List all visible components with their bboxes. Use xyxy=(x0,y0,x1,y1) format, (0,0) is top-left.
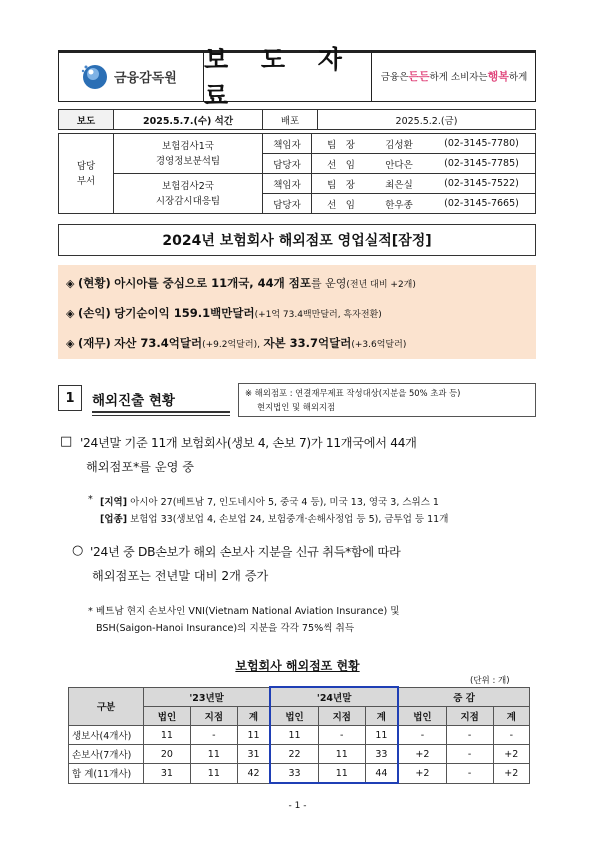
table-cell: 11 xyxy=(190,745,237,764)
table-cell: +2 xyxy=(398,745,446,764)
sub-header: 지점 xyxy=(446,707,493,726)
org-name: 금융감독원 xyxy=(114,71,177,86)
table-cell: 44 xyxy=(365,764,398,784)
phone-cell: (02-3145-7522) xyxy=(428,174,536,194)
summary-bold: 자본 33.7억달러 xyxy=(263,336,352,350)
role-cell: 책임자 xyxy=(263,134,312,154)
bullet-icon: ◈ xyxy=(66,277,75,290)
para1-line2: 해외점포*를 운영 중 xyxy=(86,460,195,474)
summary-line-1 xyxy=(66,275,416,291)
contact-table xyxy=(58,133,536,214)
row-label: 생보사(4개사) xyxy=(69,726,144,745)
table-cell: 11 xyxy=(144,726,191,745)
bullet-icon: ◈ xyxy=(66,307,75,320)
summary-note: (전년 대비 +2개) xyxy=(346,280,416,290)
table-cell: 11 xyxy=(318,745,365,764)
role-cell: 담당자 xyxy=(263,194,312,214)
logo-cell xyxy=(58,50,204,102)
person-cell: 안다은 xyxy=(370,154,428,174)
release-info-table xyxy=(58,109,536,130)
sub-header: 법인 xyxy=(398,707,446,726)
role-cell: 책임자 xyxy=(263,174,312,194)
table-cell: 33 xyxy=(270,764,318,784)
summary-tag: (재무) xyxy=(77,336,111,350)
footnote2-line1: * 베트남 현지 손보사인 VNI(Vietnam National Aviation Insurance) 및 xyxy=(88,606,400,617)
baepo-label: 배포 xyxy=(263,110,318,130)
slogan-word2: 행복 xyxy=(487,70,509,83)
summary-normal: 를 운영 xyxy=(311,277,347,290)
section-number: 1 xyxy=(58,385,82,411)
bullet-icon: ◈ xyxy=(66,337,75,350)
para2-line2: 해외점포는 전년말 대비 2개 증가 xyxy=(92,569,269,583)
section-note-line2: 현지법인 및 해외지점 xyxy=(257,402,336,412)
phone-cell: (02-3145-7785) xyxy=(428,154,536,174)
table-cell: - xyxy=(190,726,237,745)
col-header-change: 증 감 xyxy=(398,687,529,707)
table-cell: 11 xyxy=(237,726,270,745)
table-cell: - xyxy=(398,726,446,745)
role-cell: 담당자 xyxy=(263,154,312,174)
table-cell: +2 xyxy=(398,764,446,784)
summary-note: (+9.2억달러), xyxy=(202,340,260,350)
table-cell: - xyxy=(446,726,493,745)
phone-cell: (02-3145-7665) xyxy=(428,194,536,214)
position-cell: 팀 장 xyxy=(312,174,371,194)
position-cell: 팀 장 xyxy=(312,134,371,154)
row-label: 합 계(11개사) xyxy=(69,764,144,784)
table-row xyxy=(69,726,530,745)
footnote2-line2: BSH(Saigon-Hanoi Insurance)의 지분을 각각 75%씩 취득 xyxy=(96,623,355,634)
sub-header: 계 xyxy=(237,707,270,726)
para2-line1: '24년 중 DB손보가 해외 손보사 지분을 신규 취득*함에 따라 xyxy=(90,545,401,559)
table-row xyxy=(69,745,530,764)
baepo-value: 2025.5.2.(금) xyxy=(318,110,536,130)
summary-bold: 아시아를 중심으로 11개국, 44개 점포 xyxy=(114,276,312,290)
slogan-word1: 든든 xyxy=(408,70,430,83)
sub-header: 지점 xyxy=(318,707,365,726)
bodo-value: 2025.5.7.(수) 석간 xyxy=(114,110,263,130)
section-note-box xyxy=(238,383,536,417)
footnote1-industry xyxy=(100,511,448,525)
table-cell: 11 xyxy=(318,764,365,784)
person-cell: 한우종 xyxy=(370,194,428,214)
page-number: - 1 - xyxy=(288,801,307,811)
col-header-23: '23년말 xyxy=(144,687,271,707)
phone-cell: (02-3145-7780) xyxy=(428,134,536,154)
table-cell: - xyxy=(446,745,493,764)
fss-logo-icon xyxy=(80,62,110,92)
table-cell: - xyxy=(493,726,529,745)
page-title: 보 도 자 료 xyxy=(204,50,372,102)
position-cell: 선 임 xyxy=(312,154,371,174)
para1-marker: □ xyxy=(60,434,73,449)
industry-text: 보험업 33(생보업 4, 손보업 24, 보험중개·손해사정업 등 5), 금투업 등 11개 xyxy=(130,514,449,525)
summary-bold: 자산 73.4억달러 xyxy=(114,336,203,350)
table-title: 보험회사 해외점포 현황 xyxy=(235,659,360,673)
summary-bold: 당기순이익 159.1백만달러 xyxy=(114,306,255,320)
table-cell: 33 xyxy=(365,745,398,764)
table-unit: (단위 : 개) xyxy=(470,676,510,686)
summary-line-3 xyxy=(66,335,406,351)
region-text: 아시아 27(베트남 7, 인도네시아 5, 중국 4 등), 미국 13, 영국 3, 스위스 1 xyxy=(130,497,439,508)
table-cell: 22 xyxy=(270,745,318,764)
table-row xyxy=(69,764,530,784)
table-cell: 11 xyxy=(190,764,237,784)
sub-header: 계 xyxy=(365,707,398,726)
bodo-label: 보도 xyxy=(59,110,114,130)
sub-header: 지점 xyxy=(190,707,237,726)
summary-note: (+3.6억달러) xyxy=(351,340,407,350)
summary-line-2 xyxy=(66,305,382,321)
industry-label: [업종] xyxy=(100,514,128,525)
table-cell: 31 xyxy=(237,745,270,764)
table-cell: 42 xyxy=(237,764,270,784)
sub-header: 법인 xyxy=(144,707,191,726)
slogan xyxy=(372,50,536,102)
footnote1-region xyxy=(100,494,439,508)
table-cell: 31 xyxy=(144,764,191,784)
table-cell: 11 xyxy=(365,726,398,745)
region-label: [지역] xyxy=(100,497,128,508)
slogan-part3: 하게 xyxy=(508,72,528,83)
summary-tag: (현황) xyxy=(77,276,111,290)
table-cell: 20 xyxy=(144,745,191,764)
col-header-group: 구분 xyxy=(69,687,144,726)
department-2: 보험검사2국 시장감시대응팀 xyxy=(114,174,263,214)
table-cell: 11 xyxy=(270,726,318,745)
row-label: 손보사(7개사) xyxy=(69,745,144,764)
col-header-24: '24년말 xyxy=(270,687,398,707)
person-cell: 김성환 xyxy=(370,134,428,154)
contact-label: 담당 부서 xyxy=(59,134,114,214)
document-title: 2024년 보험회사 해외점포 영업실적[잠정] xyxy=(58,224,536,256)
table-cell: - xyxy=(446,764,493,784)
section-title: 해외진출 현황 xyxy=(92,393,175,409)
para2-marker: ○ xyxy=(72,543,84,558)
sub-header: 계 xyxy=(493,707,529,726)
person-cell: 최은실 xyxy=(370,174,428,194)
footnote1-star: * xyxy=(88,494,93,505)
table-cell: - xyxy=(318,726,365,745)
sub-header: 법인 xyxy=(270,707,318,726)
department-1: 보험검사1국 경영정보분석팀 xyxy=(114,134,263,174)
summary-tag: (손익) xyxy=(77,306,111,320)
table-cell: +2 xyxy=(493,745,529,764)
overseas-branch-table xyxy=(68,686,530,784)
summary-note: (+1억 73.4백만달러, 흑자전환) xyxy=(254,310,382,320)
summary-box xyxy=(58,265,536,359)
section-underline xyxy=(92,411,230,416)
position-cell: 선 임 xyxy=(312,194,371,214)
slogan-part1: 금융은 xyxy=(380,72,409,83)
section-note-line1: ※ 해외점포 : 연결재무제표 작성대상(지분을 50% 초과 등) xyxy=(245,388,461,398)
slogan-part2: 하게 소비자는 xyxy=(429,72,488,83)
para1-line1: '24년말 기준 11개 보험회사(생보 4, 손보 7)가 11개국에서 44개 xyxy=(80,436,417,450)
table-cell: +2 xyxy=(493,764,529,784)
